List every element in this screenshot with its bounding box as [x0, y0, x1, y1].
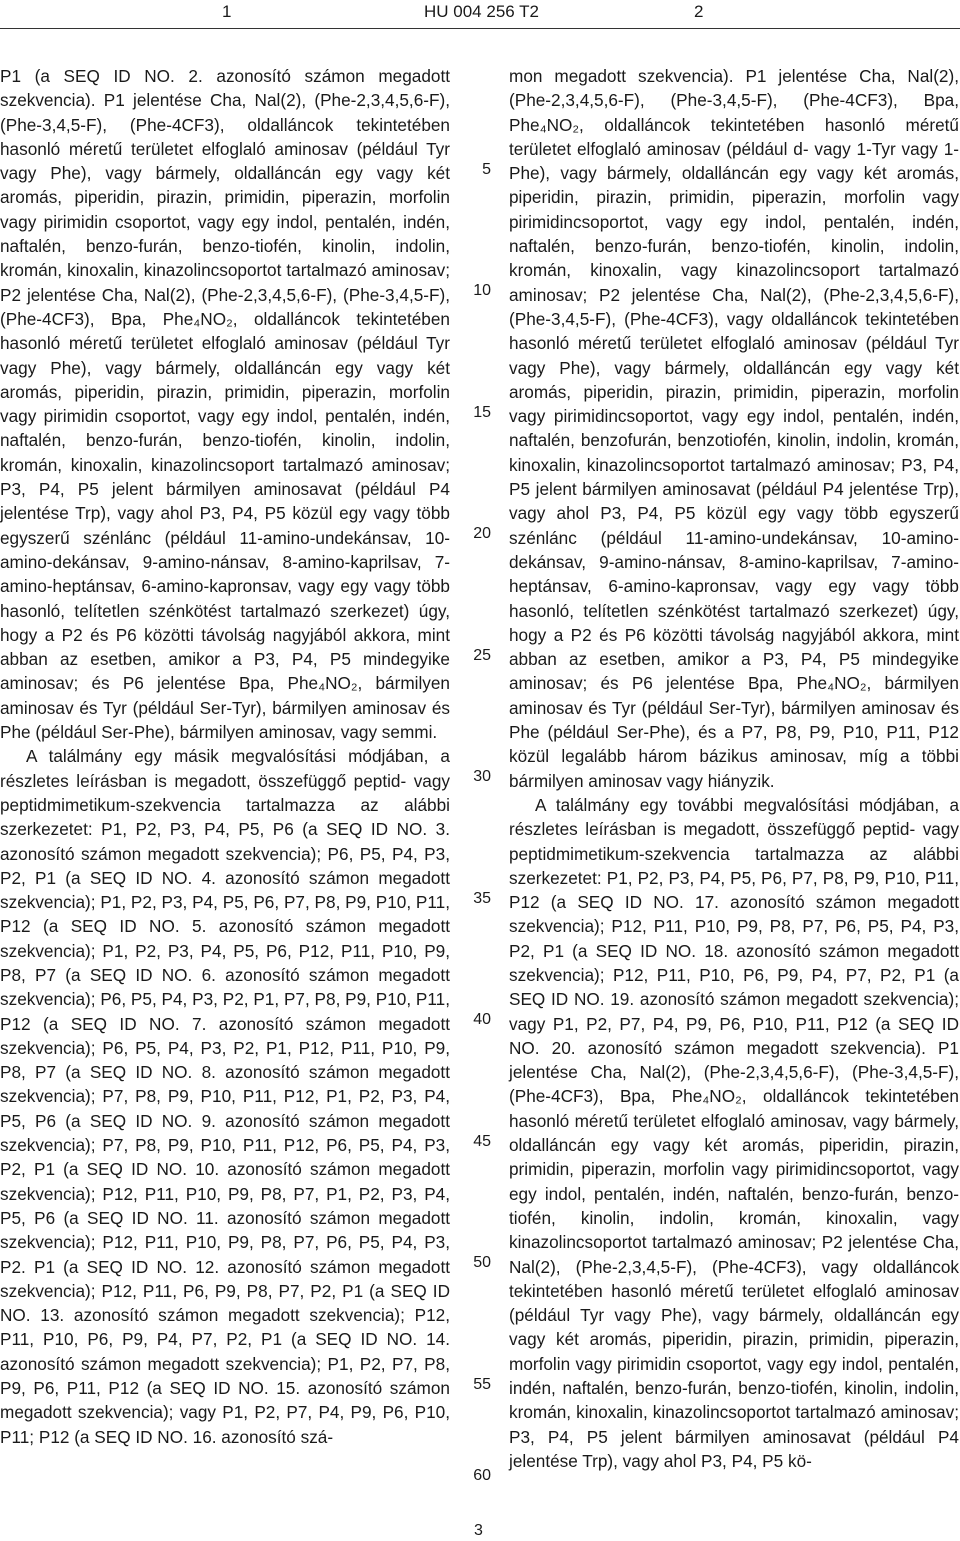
- line-number: 5: [482, 161, 491, 178]
- line-number: 25: [473, 647, 491, 664]
- line-number: 40: [473, 1011, 491, 1028]
- document-id: HU 004 256 T2: [424, 2, 539, 21]
- left-paragraph-1: P1 (a SEQ ID NO. 2. azonosító számon megadott szekvencia). P1 jelentése Cha, Nal(2), (Phe-2,3,4,5,6-F), (Phe-3,4,5-F), (Phe-4CF3), oldalláncok tekintetében hasonló méretű területet elfoglaló aminosav (például Tyr vagy Phe), vagy bármely, oldalláncán egy vagy két aromás, piperidin, pirazin, primidin, piperazin, morfolin vagy pirimidin csoportot, vagy egy indol, pentalén, indén, naftalén, benzo-furán, benzo-tiofén, kinolin, indolin, kromán, kinoxalin, kinazolincsoportot tartalmazó aminosav; P2 jelentése Cha, Nal(2), (Phe-2,3,4,5,6-F), (Phe-3,4,5-F), (Phe-4CF3), Bpa, Phe₄NO₂, oldalláncok tekintetében hasonló méretű területet elfoglaló aminosav (például Tyr vagy Phe), vagy bármely, oldalláncán egy vagy két aromás, piperidin, pirazin, primidin, piperazin, morfolin vagy pirimidin csoportot, vagy egy indol, pentalén, indén, naftalén, benzo-furán, benzo-tiofén, kinolin, indolin, kromán, kinoxalin, kinazolincsoport tartalmazó aminosav; P3, P4, P5 jelent bármilyen aminosavat (például P4 jelentése Trp), vagy ahol P3, P4, P5 közül egy vagy több egyszerű szénlánc (például 11-amino-undekánsav, 10-amino-dekánsav, 9-amino-nánsav, 8-amino-kaprilsav, 7-amino-heptánsav, 6-amino-kapronsav, vagy egy vagy több hasonló, telítetlen szénkötést tartalmazó szerkezet) úgy, hogy a P2 és P6 közötti távolság nagyjából akkora, mint abban az esetben, amikor a P3, P4, P5 mindegyike aminosav; és P6 jelentése Bpa, Phe₄NO₂, bármilyen aminosav és Tyr (például Ser-Tyr), bármilyen aminosav és Phe (például Ser-Phe), bármilyen aminosav, vagy semmi.: [0, 66, 450, 743]
- line-number: 60: [473, 1467, 491, 1484]
- line-number: 50: [473, 1254, 491, 1271]
- line-number: 55: [473, 1376, 491, 1393]
- line-number: 45: [473, 1133, 491, 1150]
- right-paragraph-1: mon megadott szekvencia). P1 jelentése Cha, Nal(2), (Phe-2,3,4,5,6-F), (Phe-3,4,5-F), (Phe-4CF3), Bpa, Phe₄NO₂, oldalláncok tekintetében hasonló méretű területet elfoglaló aminosav (például d- vagy 1-Tyr vagy 1-Phe), vagy bármely, oldalláncán egy vagy két aromás, piperidin, pirazin, primidin, piperazin, morfolin vagy pirimidincsoportot, vagy egy indol, pentalén, indén, naftalén, benzo-furán, benzo-tiofén, kinolin, indolin, kromán, kinoxalin, vagy kinazolincsoport tartalmazó aminosav; P2 jelentése Cha, Nal(2), (Phe-2,3,4,5,6-F), (Phe-3,4,5-F), (Phe-4CF3), vagy oldalláncok tekintetében hasonló méretű területet elfoglaló aminosav (például Tyr vagy Phe), vagy bármely, oldalláncán egy vagy két aromás, piperidin, pirazin, primidin, piperazin, morfolin vagy pirimidincsoportot, vagy egy indol, pentalén, indén, naftalén, benzofurán, benzotiofén, kinolin, indolin, kromán, kinoxalin, kinazolincsoportot tartalmazó aminosav; P3, P4, P5 jelent bármilyen aminosavat (például P4 jelentése Trp), vagy ahol P3, P4, P5 közül egy vagy több egyszerű szénlánc (például 11-amino-undekánsav, 10-amino-dekánsav, 9-amino-nánsav, 8-amino-kaprilsav, 7-amino-heptánsav, 6-amino-kapronsav, vagy egy vagy több hasonló, telítetlen szénkötést tartalmazó szerkezet) úgy, hogy a P2 és P6 közötti távolság nagyjából akkora, mint abban az esetben, amikor a P3, P4, P5 mindegyike aminosav; és P6 jelentése Bpa, Phe₄NO₂, bármilyen aminosav és Tyr (például Ser-Tyr), bármilyen aminosav és Phe (például Ser-Phe), és a P7, P8, P9, P10, P11, P12 közül legalább három bázikus aminosav, míg a többi bármilyen aminosav vagy hiányzik.: [509, 66, 959, 791]
- page-header: [0, 0, 960, 32]
- left-column: [0, 64, 450, 1449]
- line-number: 30: [473, 768, 491, 785]
- line-number: 20: [473, 525, 491, 542]
- line-number: 15: [473, 404, 491, 421]
- line-number: 35: [473, 890, 491, 907]
- right-page-number: 2: [694, 2, 704, 21]
- right-paragraph-2: A találmány egy további megvalósítási módjában, a részletes leírásban is megadott, összefüggő peptid- vagy peptidmimetikum-szekvencia tartalmazza az alábbi szerkezetet: P1, P2, P3, P4, P5, P6, P7, P8, P9, P10, P11, P12 (a SEQ ID NO. 17. azonosító számon megadott szekvencia); P12, P11, P10, P9, P8, P7, P6, P5, P4, P3, P2, P1 (a SEQ ID NO. 18. azonosító számon megadott szekvencia); P12, P11, P10, P6, P9, P4, P7, P2, P1 (a SEQ ID NO. 19. azonosító számon megadott szekvencia); vagy P1, P2, P7, P4, P9, P6, P10, P11, P12 (a SEQ ID NO. 20. azonosító számon megadott szekvencia). P1 jelentése Cha, Nal(2), (Phe-2,3,4,5,6-F), (Phe-3,4,5-F), (Phe-4CF3), Bpa, Phe₄NO₂, oldalláncok tekintetében hasonló méretű területet elfoglaló aminosav, vagy bármely, oldalláncán egy vagy két aromás, piperidin, pirazin, primidin, piperazin, morfolin vagy pirimidincsoportot, vagy egy indol, pentalén, indén, naftalén, benzo-furán, benzo-tiofén, kinolin, indolin, kromán, kinoxalin, vagy kinazolincsoportot tartalmazó aminosav; P2 jelentése Cha, Nal(2), (Phe-2,3,4,5-F), (Phe-4CF3), vagy oldalláncok tekintetében hasonló méretű területet elfoglaló aminosav (például Tyr vagy Phe), vagy bármely, oldalláncán egy vagy két aromás, piperidin, pirazin, primidin, piperazin, morfolin vagy pirimidin csoportot, vagy egy indol, pentalén, indén, naftalén, benzo-furán, benzo-tiofén, kinolin, indolin, kromán, kinoxalin, kinazolincsoportot tartalmazó aminosav; P3, P4, P5 jelent bármilyen aminosavat (például P4 jelentése Trp), vagy ahol P3, P4, P5 kö-: [509, 794, 959, 1471]
- footer-page-number: 3: [474, 1522, 483, 1539]
- header-rule: [0, 28, 960, 29]
- left-page-number: 1: [222, 2, 232, 21]
- right-column: [509, 64, 959, 1473]
- line-number: 10: [473, 282, 491, 299]
- left-paragraph-2: A találmány egy másik megvalósítási módjában, a részletes leírásban is megadott, összefüggő peptid- vagy peptidmimetikum-szekvencia tartalmazza az alábbi szerkezetet: P1, P2, P3, P4, P5, P6 (a SEQ ID NO. 3. azonosító számon megadott szekvencia); P6, P5, P4, P3, P2, P1 (a SEQ ID NO. 4. azonosító számon megadott szekvencia); P1, P2, P3, P4, P5, P6, P7, P8, P9, P10, P11, P12 (a SEQ ID NO. 5. azonosító számon megadott szekvencia); P1, P2, P3, P4, P5, P6, P12, P11, P10, P9, P8, P7 (a SEQ ID NO. 6. azonosító számon megadott szekvencia); P6, P5, P4, P3, P2, P1, P7, P8, P9, P10, P11, P12 (a SEQ ID NO. 7. azonosító számon megadott szekvencia); P6, P5, P4, P3, P2, P1, P12, P11, P10, P9, P8, P7 (a SEQ ID NO. 8. azonosító számon megadott szekvencia); P7, P8, P9, P10, P11, P12, P1, P2, P3, P4, P5, P6 (a SEQ ID NO. 9. azonosító számon megadott szekvencia); P7, P8, P9, P10, P11, P12, P6, P5, P4, P3, P2, P1 (a SEQ ID NO. 10. azonosító számon megadott szekvencia); P12, P11, P10, P9, P8, P7, P1, P2, P3, P4, P5, P6 (a SEQ ID NO. 11. azonosító számon megadott szekvencia); P12, P11, P10, P9, P8, P7, P6, P5, P4, P3, P2. P1 (a SEQ ID NO. 12. azonosító számon megadott szekvencia); P12, P11, P6, P9, P8, P7, P2, P1 (a SEQ ID NO. 13. azonosító számon megadott szekvencia); P12, P11, P10, P6, P9, P4, P7, P2, P1 (a SEQ ID NO. 14. azonosító számon megadott szekvencia); P1, P2, P7, P8, P9, P6, P11, P12 (a SEQ ID NO. 15. azonosító számon megadott szekvencia); vagy P1, P2, P7, P4, P9, P6, P10, P11; P12 (a SEQ ID NO. 16. azonosító szá-: [0, 746, 450, 1447]
